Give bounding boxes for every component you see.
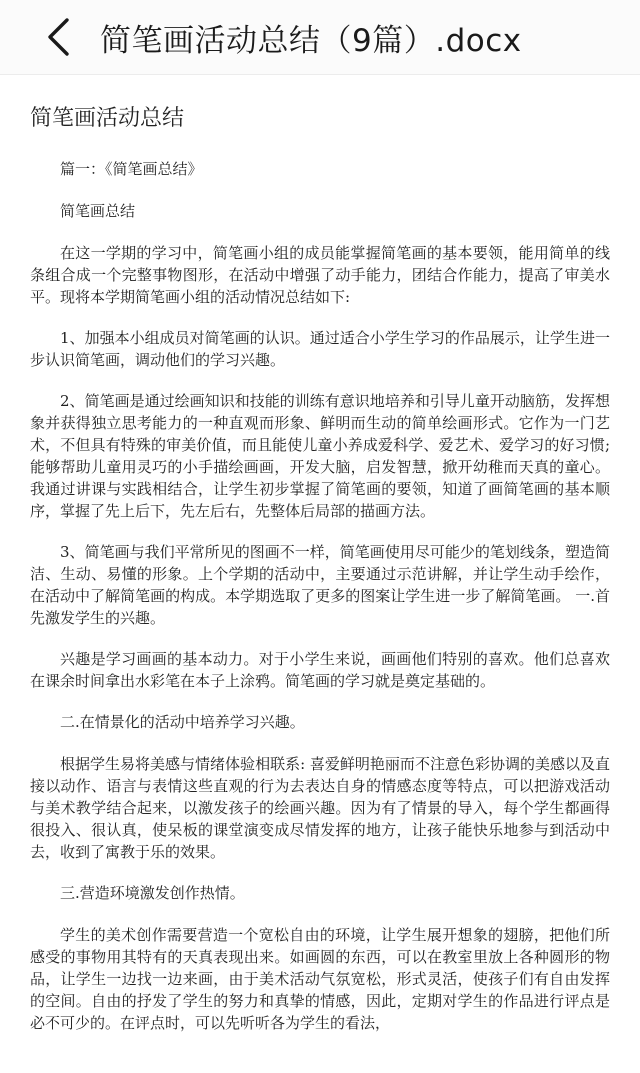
paragraph: 简笔画总结	[60, 202, 136, 220]
back-button[interactable]	[28, 0, 88, 74]
document-content	[0, 75, 640, 1034]
chevron-left-icon	[45, 17, 71, 57]
paragraph: 3、简笔画与我们平常所见的图画不一样，简笔画使用尽可能少的笔划线条，塑造简洁、生动、易懂的形象。上个学期的活动中，主要通过示范讲解，并让学生动手绘作，在活动中了解简笔画的构成。本学期选取了更多的图案让学生进一步了解简笔画。 一.首先激发学生的兴趣。	[30, 543, 610, 627]
paragraph: 在这一学期的学习中，简笔画小组的成员能掌握简笔画的基本要领，能用简单的线条组合成一个完整事物图形，在活动中增强了动手能力，团结合作能力，提高了审美水平。现将本学期简笔画小组的活动情况总结如下:	[30, 244, 610, 306]
paragraph: 学生的美术创作需要营造一个宽松自由的环境，让学生展开想象的翅膀，把他们所感受的事物用其特有的天真表现出来。如画圆的东西，可以在教室里放上各种圆形的物品，让学生一边找一边来画，由于美术活动气氛宽松，形式灵活，使孩子们有自由发挥的空间。自由的抒发了学生的努力和真挚的情感，因此，定期对学生的作品进行评点是必不可少的。在评点时，可以先听听各为学生的看法，	[30, 926, 610, 1032]
paragraph: 根据学生易将美感与情绪体验相联系: 喜爱鲜明艳丽而不注意色彩协调的美感以及直接以动作、语言与表情这些直观的行为去表达自身的情感态度等特点，可以把游戏活动与美术教学结合起来，以激发孩子的绘画兴趣。因为有了情景的导入，每个学生都画得很投入、很认真，使呆板的课堂演变成尽情发挥的地方，让孩子能快乐地参与到活动中去，收到了寓教于乐的效果。	[30, 755, 610, 861]
document-title: 简笔画活动总结（9篇）.docx	[100, 22, 522, 59]
paragraph: 兴趣是学习画画的基本动力。对于小学生来说，画画他们特别的喜欢。他们总喜欢在课余时间拿出水彩笔在本子上涂鸦。简笔画的学习就是奠定基础的。	[30, 650, 610, 690]
paragraph: 篇一：《简笔画总结》	[60, 160, 203, 178]
paragraph: 二.在情景化的活动中培养学习兴趣。	[60, 713, 305, 731]
paragraph: 三.营造环境激发创作热情。	[60, 884, 245, 902]
top-bar	[0, 0, 640, 75]
paragraph: 2、简笔画是通过绘画知识和技能的训练有意识地培养和引导儿童开动脑筋，发挥想象并获得独立思考能力的一种直观而形象、鲜明而生动的简单绘画形式。它作为一门艺术，不但具有特殊的审美价值，而且能使儿童小养成爱科学、爱艺术、爱学习的好习惯; 能够帮助儿童用灵巧的小手描绘画画，开发大脑，启发智慧，掀开幼稚而天真的童心。我通过讲课与实践相结合，让学生初步掌握了简笔画的要领，知道了画简笔画的基本顺序，掌握了先上后下，先左后右，先整体后局部的描画方法。	[30, 392, 610, 520]
document-heading: 简笔画活动总结	[30, 106, 185, 131]
paragraph: 1、加强本小组成员对简笔画的认识。通过适合小学生学习的作品展示，让学生进一步认识简笔画，调动他们的学习兴趣。	[30, 329, 610, 369]
